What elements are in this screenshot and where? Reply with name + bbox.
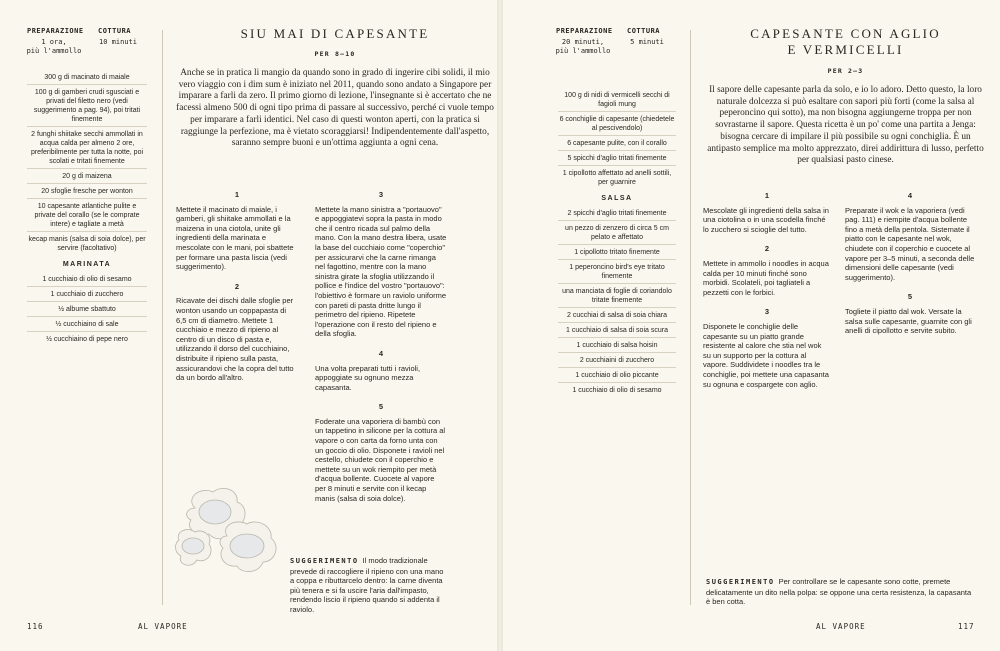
ingredient-item: 100 g di nidi di vermicelli secchi di fagioli mung	[558, 88, 676, 112]
step-text: Foderate una vaporiera di bambù con un tappetino in silicone per la cottura al vapore o con carta da forno unta con un goccio di olio. Disponete i ravioli nel cestello, chiudete con il coperchio e mettete su un wok riempito per metà d'acqua bollente. Cuocete al vapore per 8 minuti e servite con il kecap manis (salsa di soia dolce).	[315, 416, 446, 503]
ingredient-item: 10 capesante atlantiche pulite e private del corallo (se le comprate intere) e tagliate a metà	[27, 199, 147, 232]
tip-text: Per controllare se le capesante sono cotte, premete delicatamente un dito nella polpa: se oppone una certa resistenza, la capasanta è ben cotta.	[706, 577, 972, 607]
step-number: 3	[764, 307, 770, 317]
method-column-1	[176, 186, 298, 393]
cook-label: COTTURA	[627, 27, 661, 35]
prep-value: 20 minuti, più l'ammollo	[555, 38, 611, 55]
step-text: Una volta preparati tutti i ravioli, appoggiate su ognuno mezza capasanta.	[315, 363, 421, 392]
ingredient-item: 2 funghi shiitake secchi ammollati in acqua calda per almeno 2 ore, preferibilmente per tutta la notte, poi scolati e tritati finemente	[27, 127, 147, 169]
method-column-1	[703, 187, 831, 399]
step-number: 3	[378, 190, 384, 199]
step-text: Mettete in ammollo i noodles in acqua calda per 10 minuti finché sono morbidi. Scolateli, poi tagliateli a pezzetti con le forbici.	[703, 258, 829, 297]
ingredient-item: un pezzo di zenzero di circa 5 cm pelato e affettato	[558, 221, 676, 245]
ingredient-item: 1 cucchiaio di salsa di soia scura	[558, 323, 676, 338]
step-number: 1	[764, 191, 770, 200]
step-number: 2	[234, 281, 240, 291]
ingredient-item: 6 capesante pulite, con il corallo	[558, 136, 676, 151]
tip-text: Il modo tradizionale prevede di raccogliere il ripieno con una mano a coppa e ributtarcelo dentro: la carne diventa più tenera e si fa uscire l'aria dall'impasto, rendendo liscio il ripieno quando si addenta il raviolo.	[290, 556, 444, 614]
page-number: 117	[958, 622, 975, 631]
method-column-2	[315, 186, 447, 513]
step-number: 2	[764, 244, 770, 254]
cook-label: COTTURA	[98, 27, 132, 35]
ingredient-item: 100 g di gamberi crudi sgusciati e privati del filetto nero (vedi suggerimento a pag. 94), poi tritati finemente	[27, 85, 147, 127]
ingredient-item: 2 spicchi d'aglio tritati finemente	[558, 206, 676, 221]
running-footer: AL VAPORE	[138, 622, 188, 631]
ingredient-item: ½ cucchiaino di pepe nero	[46, 335, 128, 343]
tip-block	[706, 577, 976, 607]
page-number: 116	[27, 622, 44, 631]
ingredient-item: 2 cucchiaini di zucchero	[558, 353, 676, 368]
ingredient-item: 20 sfoglie fresche per wonton	[27, 184, 147, 199]
step-text: Togliete il piatto dal wok. Versate la salsa sulle capesante, guarnite con gli anelli di cipollotto e servite subito.	[845, 306, 972, 336]
step-text: Mettete la mano sinistra a "portauovo" e appoggiatevi sopra la pasta in modo che il centro ricada sul palmo della mano. Con la mano destra libera, usate la base del cucchiaio come "coperchio" per assicurarvi che la carne rimanga nel fagottino, mentre con la mano sinistra girate la sfoglia utilizzando il pollice e l'indice del vostro "portauovo": l'obiettivo è formare un raviolo uniforme con pareti di pasta dritte lungo il perimetro del ripieno. Ripetete l'operazione con il resto del ripieno e della sfoglia.	[315, 204, 447, 339]
cook-value: 5 minuti	[630, 38, 664, 46]
prep-label: PREPARAZIONE	[556, 27, 613, 35]
ingredient-item: kecap manis (salsa di soia dolce), per servire (facoltativo)	[28, 235, 146, 252]
ingredient-item: ½ cucchiaino di sale	[27, 317, 147, 332]
running-footer: AL VAPORE	[816, 622, 866, 631]
step-text: Disponete le conchiglie delle capesante su un piatto grande resistente al calore che stia nel wok su un supporto per la cottura al vapore. Suddividete i noodles tra le conchiglie, poi mettete una capasanta su ognuna e cospargete con aglio.	[703, 321, 829, 389]
sauce-heading: SALSA	[601, 195, 633, 202]
ingredient-item: 2 cucchiai di salsa di soia chiara	[558, 308, 676, 323]
ingredient-item: 1 cipollotto affettato ad anelli sottili, per guarnire	[562, 169, 672, 186]
column-divider	[690, 30, 691, 605]
recipe-title-line1: CAPESANTE CON AGLIO	[750, 26, 941, 41]
ingredients-list	[27, 70, 147, 346]
step-text: Preparate il wok e la vaporiera (vedi pag. 111) e riempite d'acqua bollente fino a metà della pentola. Sistemate il piatto con le capesante nel wok, chiudete con il coperchio e cuocete al vapore per 3–5 minuti, a seconda delle dimensioni delle capesante (vedi suggerimento).	[845, 205, 975, 282]
tip-label: SUGGERIMENTO	[290, 557, 359, 565]
step-number: 5	[907, 292, 913, 302]
ingredient-item: 1 cipollotto tritato finemente	[558, 245, 676, 260]
intro-text: Anche se in pratica li mangio da quando sono in grado di ingerire cibi solidi, il mio vero viaggio con i dim sum è iniziato nel 2011, quando sono andato a Singapore per imparare a farli da zero. Il primo giorno di lezione, l'insegnante si è accertato che ne facessi almeno 500 di ogni tipo prima di passare al successivo, perché ci vuole tempo per imparare a farli identici. Nel caso di questi wonton aperti, con la pratica si raggiunge la perfezione, ma è vietato scoraggiarsi! Indipendentemente dall'aspetto, saranno sempre buoni e un'ottima aggiunta a ogni cena.	[176, 68, 494, 149]
intro-text: Il sapore delle capesante parla da solo, e io lo adoro. Detto questo, la loro naturale dolcezza si può esaltare con sapori più forti (come la salsa al peperoncino qui sotto), ma non bisogna aggiungerne troppa per non sovrastarne il sapore. Questa ricetta è un po' come una partita a Jenga: bisogna cercare di impilare il più possibile su ogni conchiglia. È un antipasto semplice ma molto apprezzato, direi addirittura di lusso, perfetto per qualsiasi pasto cinese.	[707, 85, 984, 166]
ingredient-item: una manciata di foglie di coriandolo tritate finemente	[558, 284, 676, 308]
dumpling-illustration	[175, 478, 285, 578]
ingredient-item: 1 cucchiaio di salsa hoisin	[558, 338, 676, 353]
right-page	[503, 0, 1000, 651]
step-text: Mescolate gli ingredienti della salsa in una ciotolina o in una scodella finché lo zucchero si scioglie del tutto.	[703, 205, 829, 234]
step-number: 5	[378, 402, 384, 412]
ingredients-list	[558, 88, 676, 397]
serves: PER 8–10	[314, 50, 356, 58]
ingredient-item: 1 cucchiaio di olio piccante	[558, 368, 676, 383]
ingredient-item: 1 cucchiaio di olio di sesamo	[27, 272, 147, 287]
prep-label: PREPARAZIONE	[27, 27, 84, 35]
left-page	[0, 0, 497, 651]
recipe-title: SIU MAI DI CAPESANTE	[240, 26, 430, 41]
recipe-title-line2: E VERMICELLI	[787, 42, 904, 57]
step-text: Mettete il macinato di maiale, i gamberi, gli shiitake ammollati e la maizena in una ciotola, unite gli ingredienti della marinata e mescolate con le mani, poi sbattete per formare una pasta liscia (vedi suggerimento).	[176, 204, 294, 272]
step-number: 1	[234, 190, 240, 199]
step-number: 4	[378, 348, 384, 358]
tip-block	[290, 556, 448, 615]
ingredient-item: 5 spicchi d'aglio tritati finemente	[558, 151, 676, 166]
ingredient-item: ½ albume sbattuto	[27, 302, 147, 317]
ingredient-item: 20 g di maizena	[27, 169, 147, 184]
column-divider	[162, 30, 163, 605]
ingredient-item: 1 peperoncino bird's eye tritato finemente	[558, 260, 676, 284]
cook-value: 10 minuti	[99, 38, 137, 46]
method-column-2	[845, 187, 975, 346]
step-text: Ricavate dei dischi dalle sfoglie per wonton usando un coppapasta di 6,5 cm di diametro. Mettete 1 cucchiaio e mezzo di ripieno al centro di un disco di pasta e, utilizzando il dorso del cucchiaino, distribuite il ripieno sulla pasta, assicurandovi che la copra del tutto da un bordo all'altro.	[176, 296, 294, 383]
ingredient-item: 6 conchiglie di capesante (chiedetele al pescivendolo)	[558, 112, 676, 136]
recipe-title	[703, 26, 988, 58]
serves: PER 2–3	[827, 67, 864, 75]
marinade-heading: MARINATA	[62, 261, 112, 268]
ingredient-item: 300 g di macinato di maiale	[27, 70, 147, 85]
ingredient-item: 1 cucchiaio di olio di sesamo	[572, 386, 662, 394]
step-number: 4	[907, 191, 913, 200]
prep-value: 1 ora, più l'ammollo	[26, 38, 82, 55]
ingredient-item: 1 cucchiaio di zucchero	[27, 287, 147, 302]
tip-label: SUGGERIMENTO	[706, 578, 775, 586]
